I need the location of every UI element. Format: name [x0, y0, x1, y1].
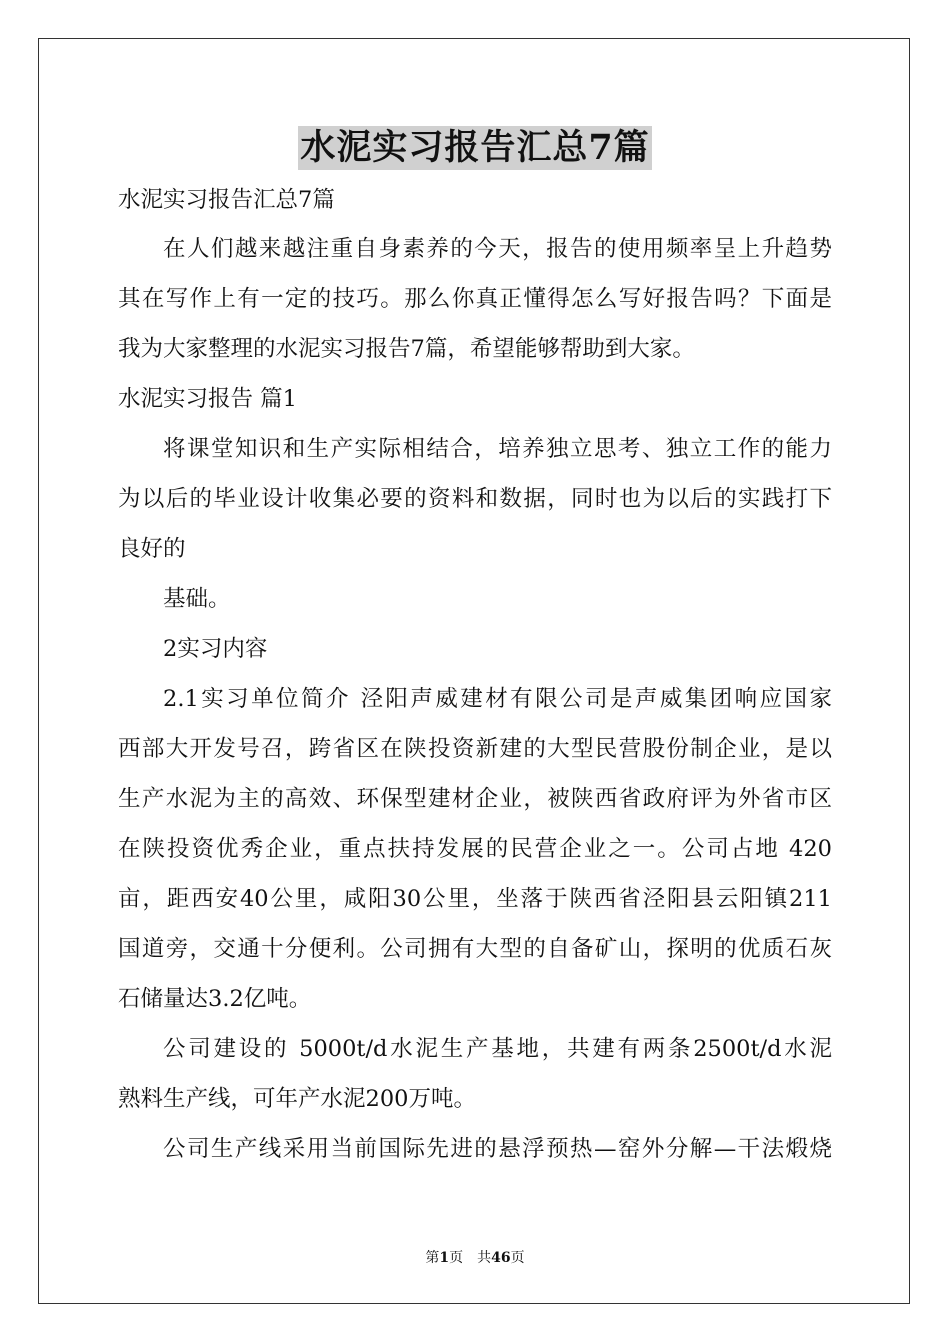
subsection-heading: 2实习内容 — [163, 636, 268, 662]
paragraph-line: 我为大家整理的水泥实习报告7篇，希望能够帮助到大家。 — [118, 336, 695, 362]
paragraph-line: 为以后的毕业设计收集必要的资料和数据，同时也为以后的实践打下 — [118, 486, 832, 512]
footer-page-prefix: 第 — [425, 1250, 440, 1266]
paragraph-line: 熟料生产线，可年产水泥200万吨。 — [118, 1086, 476, 1112]
paragraph-line: 其在写作上有一定的技巧。那么你真正懂得怎么写好报告吗？下面是 — [118, 286, 832, 312]
paragraph-line: 生产水泥为主的高效、环保型建材企业，被陕西省政府评为外省市区 — [118, 786, 832, 812]
footer-total-pages: 46 — [491, 1250, 511, 1266]
paragraph-line: 公司生产线采用当前国际先进的悬浮预热—窑外分解—干法煅烧 — [163, 1136, 832, 1162]
paragraph-line: 2.1实习单位简介 泾阳声威建材有限公司是声威集团响应国家 — [163, 686, 832, 712]
paragraph-line: 在人们越来越注重自身素养的今天，报告的使用频率呈上升趋势 — [163, 236, 832, 262]
page-border — [38, 38, 910, 1304]
paragraph-line: 西部大开发号召，跨省区在陕投资新建的大型民营股份制企业，是以 — [118, 736, 832, 762]
paragraph-line: 良好的 — [118, 536, 186, 562]
document-title: 水泥实习报告汇总7篇 — [300, 127, 650, 168]
page-footer — [0, 1247, 950, 1267]
title-container — [0, 126, 950, 170]
footer-page-number: 1 — [439, 1250, 450, 1266]
paragraph-line: 公司建设的 5000t/d水泥生产基地，共建有两条2500t/d水泥 — [163, 1036, 832, 1062]
paragraph-line: 在陕投资优秀企业，重点扶持发展的民营企业之一。公司占地 420 — [118, 836, 832, 862]
footer-page-suffix: 页 共 — [449, 1250, 492, 1266]
paragraph-line: 基础。 — [163, 586, 231, 612]
paragraph-line: 将课堂知识和生产实际相结合，培养独立思考、独立工作的能力 — [163, 436, 832, 462]
section-heading: 水泥实习报告 篇1 — [118, 386, 297, 412]
footer-total-suffix: 页 — [510, 1250, 525, 1266]
paragraph-line: 亩，距西安40公里，咸阳30公里，坐落于陕西省泾阳县云阳镇211 — [118, 886, 832, 912]
paragraph-line: 石储量达3.2亿吨。 — [118, 986, 312, 1012]
paragraph-line: 国道旁，交通十分便利。公司拥有大型的自备矿山，探明的优质石灰 — [118, 936, 832, 962]
subtitle-line: 水泥实习报告汇总7篇 — [118, 187, 335, 213]
